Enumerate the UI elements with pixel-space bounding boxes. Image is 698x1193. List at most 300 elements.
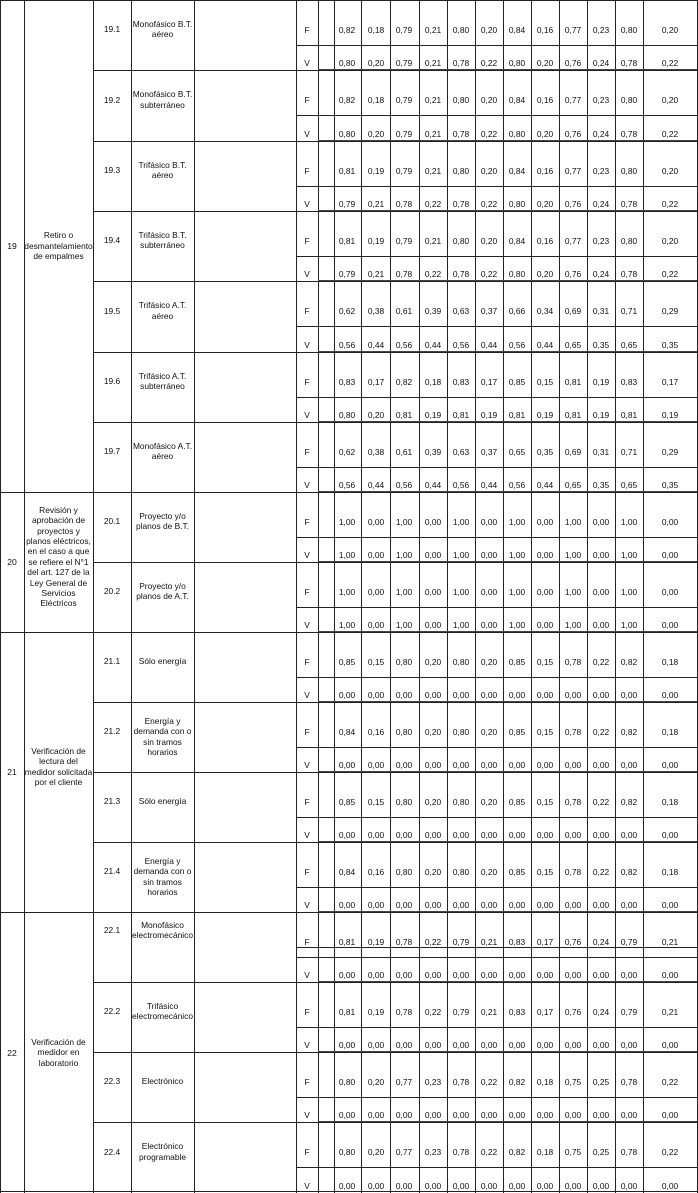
v-value: 0,24	[592, 58, 610, 69]
f-value: 0,80	[620, 165, 638, 176]
f-label: F	[304, 446, 310, 457]
grid-hline	[93, 702, 698, 703]
grid-hline	[93, 1122, 698, 1123]
grid-hline	[296, 1097, 698, 1098]
v-label: V	[304, 550, 310, 561]
v-value: 0,00	[536, 970, 554, 981]
v-value: 0,00	[424, 900, 442, 911]
grid-hline	[296, 467, 698, 468]
v-value: 1,00	[620, 620, 638, 631]
v-value: 0,80	[338, 58, 356, 69]
f-value: 0,82	[620, 796, 638, 807]
sub-code: 19.5	[103, 305, 121, 316]
f-value: 0,85	[508, 796, 526, 807]
f-value: 0,16	[367, 866, 385, 877]
f-value: 1,00	[395, 516, 413, 527]
grid-hline	[93, 211, 698, 212]
f-value: 0,61	[395, 306, 413, 317]
f-value: 0,38	[367, 446, 385, 457]
f-value: 0,85	[338, 656, 356, 667]
v-value: 0,00	[424, 620, 442, 631]
v-value: 1,00	[508, 620, 526, 631]
f-value: 0,24	[592, 1006, 610, 1017]
grid-hline	[296, 887, 698, 888]
f-value: 1,00	[338, 516, 356, 527]
f-value: 0,82	[620, 866, 638, 877]
v-value: 0,56	[452, 340, 470, 351]
v-value: 0,56	[508, 340, 526, 351]
f-label: F	[304, 1006, 310, 1017]
v-value: 0,00	[564, 830, 582, 841]
v-value: 0,00	[395, 1181, 413, 1192]
f-value: 0,77	[395, 1147, 413, 1158]
f-value: 0,20	[480, 95, 498, 106]
f-label: F	[304, 656, 310, 667]
v-label: V	[304, 480, 310, 491]
v-value: 0,00	[367, 690, 385, 701]
sub-description: Sólo energía	[138, 656, 187, 667]
v-value: 0,00	[620, 1181, 638, 1192]
f-value: 0,79	[395, 235, 413, 246]
f-value: 0,82	[508, 1147, 526, 1158]
v-value: 0,44	[536, 480, 554, 491]
v-value: 1,00	[564, 550, 582, 561]
f-value: 0,82	[620, 726, 638, 737]
v-value: 0,80	[338, 129, 356, 140]
f-value: 0,78	[620, 1076, 638, 1087]
f-value: 0,00	[536, 586, 554, 597]
v-value: 0,00	[395, 900, 413, 911]
f-value: 0,22	[592, 656, 610, 667]
f-label: F	[304, 24, 310, 35]
group-number: 21	[7, 767, 17, 777]
v-value: 0,00	[508, 1040, 526, 1051]
sub-description: Sólo energía	[138, 796, 187, 807]
v-value: 0,20	[536, 199, 554, 210]
sub-description: Electrónico programable	[138, 1141, 187, 1162]
f-value: 1,00	[338, 586, 356, 597]
sub-description: Proyecto y/o planos de B.T.	[135, 511, 190, 532]
f-value: 0,18	[536, 1076, 554, 1087]
v-value: 0,80	[508, 58, 526, 69]
v-value: 0,00	[480, 970, 498, 981]
v-value: 0,22	[424, 199, 442, 210]
f-value: 0,82	[338, 95, 356, 106]
grid-hline	[296, 326, 698, 327]
f-label: F	[304, 516, 310, 527]
grid-hline	[93, 772, 698, 773]
group-number: 20	[7, 557, 17, 567]
v-value: 0,78	[620, 129, 638, 140]
f-value: 0,83	[452, 376, 470, 387]
v-value: 1,00	[395, 620, 413, 631]
v-value: 0,00	[564, 1110, 582, 1121]
v-value: 0,00	[661, 620, 679, 631]
v-value: 0,00	[452, 1181, 470, 1192]
v-value: 0,56	[395, 340, 413, 351]
v-value: 0,00	[536, 830, 554, 841]
v-value: 0,00	[536, 760, 554, 771]
v-value: 0,00	[395, 690, 413, 701]
f-value: 0,20	[480, 235, 498, 246]
grid-hline	[0, 492, 698, 493]
v-value: 0,00	[661, 900, 679, 911]
f-value: 0,79	[620, 936, 638, 947]
f-value: 0,15	[536, 866, 554, 877]
f-value: 0,00	[661, 516, 679, 527]
v-value: 1,00	[452, 620, 470, 631]
f-value: 0,80	[452, 796, 470, 807]
v-value: 0,00	[480, 690, 498, 701]
v-value: 0,00	[508, 690, 526, 701]
v-value: 0,78	[452, 129, 470, 140]
v-value: 0,00	[338, 1110, 356, 1121]
sub-code: 22.4	[103, 1146, 121, 1157]
v-value: 0,65	[564, 480, 582, 491]
v-value: 0,00	[452, 970, 470, 981]
f-value: 0,80	[452, 656, 470, 667]
v-value: 0,79	[395, 129, 413, 140]
v-value: 0,22	[661, 58, 679, 69]
f-value: 0,15	[367, 656, 385, 667]
f-value: 0,80	[452, 165, 470, 176]
v-value: 0,81	[564, 410, 582, 421]
v-label: V	[304, 690, 310, 701]
f-value: 0,16	[536, 95, 554, 106]
f-value: 0,79	[452, 936, 470, 947]
v-value: 0,00	[564, 760, 582, 771]
v-value: 0,78	[620, 199, 638, 210]
f-value: 0,78	[564, 656, 582, 667]
v-value: 0,65	[620, 480, 638, 491]
v-value: 0,00	[367, 1181, 385, 1192]
f-value: 0,69	[564, 446, 582, 457]
f-value: 0,35	[536, 446, 554, 457]
f-value: 0,80	[620, 24, 638, 35]
grid-vline	[194, 0, 195, 1193]
f-value: 0,79	[395, 165, 413, 176]
v-value: 0,24	[592, 269, 610, 280]
grid-hline	[296, 186, 698, 187]
grid-hline	[296, 256, 698, 257]
v-value: 0,00	[395, 1040, 413, 1051]
sub-code: 19.3	[103, 165, 121, 176]
f-value: 0,65	[508, 446, 526, 457]
v-value: 0,00	[592, 550, 610, 561]
sub-description: Monofásico B.T. aéreo	[132, 19, 193, 40]
f-value: 0,21	[424, 235, 442, 246]
f-value: 0,00	[536, 516, 554, 527]
v-value: 0,00	[452, 830, 470, 841]
f-value: 0,21	[424, 165, 442, 176]
v-value: 0,00	[367, 900, 385, 911]
f-value: 0,69	[564, 306, 582, 317]
f-value: 0,80	[620, 235, 638, 246]
v-value: 0,00	[564, 1040, 582, 1051]
f-value: 0,84	[508, 165, 526, 176]
v-value: 0,00	[480, 900, 498, 911]
v-value: 1,00	[452, 550, 470, 561]
f-value: 0,71	[620, 446, 638, 457]
f-value: 0,79	[395, 24, 413, 35]
v-value: 0,00	[564, 900, 582, 911]
f-value: 0,83	[508, 936, 526, 947]
f-value: 0,79	[620, 1006, 638, 1017]
v-value: 0,00	[592, 1181, 610, 1192]
v-value: 0,19	[592, 410, 610, 421]
grid-hline	[0, 0, 698, 1]
f-label: F	[304, 796, 310, 807]
grid-hline	[296, 607, 698, 608]
f-value: 0,19	[367, 936, 385, 947]
v-label: V	[304, 199, 310, 210]
v-value: 0,00	[661, 690, 679, 701]
f-value: 0,18	[661, 866, 679, 877]
v-value: 0,65	[620, 340, 638, 351]
f-value: 0,61	[395, 446, 413, 457]
f-label: F	[304, 866, 310, 877]
v-value: 0,00	[367, 550, 385, 561]
sub-description: Trifásico A.T. aéreo	[138, 300, 187, 321]
v-value: 0,22	[480, 58, 498, 69]
f-label: F	[304, 95, 310, 106]
f-value: 0,00	[480, 586, 498, 597]
v-value: 0,19	[661, 410, 679, 421]
v-value: 0,00	[661, 1181, 679, 1192]
grid-hline	[93, 842, 698, 843]
f-value: 0,23	[592, 24, 610, 35]
v-value: 0,00	[661, 1110, 679, 1121]
v-value: 0,44	[480, 340, 498, 351]
f-value: 0,16	[536, 165, 554, 176]
grid-hline	[93, 982, 698, 983]
v-value: 0,00	[480, 760, 498, 771]
v-value: 0,00	[536, 550, 554, 561]
f-value: 0,18	[661, 726, 679, 737]
v-value: 1,00	[508, 550, 526, 561]
grid-hline	[296, 677, 698, 678]
sub-code: 19.1	[103, 24, 121, 35]
v-value: 0,00	[367, 970, 385, 981]
f-value: 0,78	[564, 726, 582, 737]
f-value: 0,20	[367, 1076, 385, 1087]
v-value: 0,00	[395, 1110, 413, 1121]
f-value: 0,00	[480, 516, 498, 527]
v-label: V	[304, 58, 310, 69]
v-value: 0,00	[508, 760, 526, 771]
sub-description: Monofásico B.T. subterráneo	[132, 89, 193, 110]
f-value: 0,20	[661, 165, 679, 176]
v-value: 0,00	[620, 760, 638, 771]
f-value: 0,76	[564, 936, 582, 947]
v-value: 0,00	[480, 830, 498, 841]
v-value: 0,00	[338, 690, 356, 701]
v-value: 0,20	[536, 269, 554, 280]
v-value: 0,76	[564, 199, 582, 210]
v-value: 0,56	[508, 480, 526, 491]
v-value: 0,78	[395, 199, 413, 210]
v-value: 0,00	[338, 900, 356, 911]
f-value: 0,20	[480, 24, 498, 35]
f-value: 0,29	[661, 446, 679, 457]
f-value: 1,00	[564, 586, 582, 597]
v-value: 0,00	[536, 1110, 554, 1121]
f-value: 0,20	[480, 726, 498, 737]
v-value: 0,76	[564, 269, 582, 280]
f-value: 0,29	[661, 306, 679, 317]
v-value: 0,00	[661, 550, 679, 561]
f-value: 0,80	[338, 1147, 356, 1158]
f-value: 0,22	[480, 1076, 498, 1087]
f-value: 0,23	[424, 1076, 442, 1087]
f-label: F	[304, 586, 310, 597]
f-value: 0,80	[395, 726, 413, 737]
f-value: 0,16	[536, 24, 554, 35]
f-value: 1,00	[452, 516, 470, 527]
v-value: 0,79	[338, 199, 356, 210]
f-value: 0,79	[395, 95, 413, 106]
f-value: 0,22	[480, 1147, 498, 1158]
f-value: 0,34	[536, 306, 554, 317]
grid-hline	[0, 912, 698, 913]
f-value: 0,16	[536, 235, 554, 246]
v-value: 0,00	[395, 970, 413, 981]
sub-code: 21.1	[103, 656, 121, 667]
f-value: 0,15	[536, 796, 554, 807]
v-value: 0,00	[424, 830, 442, 841]
v-value: 0,81	[620, 410, 638, 421]
v-value: 0,78	[452, 199, 470, 210]
f-value: 0,62	[338, 446, 356, 457]
v-value: 0,00	[395, 830, 413, 841]
v-value: 0,00	[338, 1181, 356, 1192]
grid-hline	[296, 45, 698, 46]
v-value: 0,00	[395, 760, 413, 771]
f-value: 0,37	[480, 306, 498, 317]
v-value: 0,44	[480, 480, 498, 491]
sub-code: 21.3	[103, 796, 121, 807]
f-value: 1,00	[620, 516, 638, 527]
f-value: 0,22	[661, 1147, 679, 1158]
grid-hline	[296, 115, 698, 116]
f-value: 0,77	[564, 235, 582, 246]
v-value: 0,00	[367, 620, 385, 631]
grid-hline	[296, 747, 698, 748]
sub-description: Electrónico	[141, 1076, 184, 1087]
grid-hline	[93, 1052, 698, 1053]
v-value: 0,56	[338, 480, 356, 491]
v-value: 0,00	[536, 690, 554, 701]
v-value: 0,80	[338, 410, 356, 421]
group-number: 22	[7, 1047, 17, 1058]
f-value: 0,77	[564, 165, 582, 176]
v-value: 0,76	[564, 129, 582, 140]
f-value: 0,77	[564, 24, 582, 35]
sub-description: Trifásico electromecánico	[132, 1001, 193, 1022]
f-label: F	[304, 235, 310, 246]
group-label: Revisión y aprobación de proyectos y planos eléctricos, en el caso a que se refiere el N°1 del art. 127 de la Ley General de Servicios Eléctricos	[26, 504, 91, 609]
f-value: 0,22	[424, 1006, 442, 1017]
f-value: 0,81	[338, 1006, 356, 1017]
f-value: 0,00	[424, 586, 442, 597]
f-value: 0,80	[452, 95, 470, 106]
v-value: 0,24	[592, 129, 610, 140]
grid-vline	[318, 0, 319, 1193]
v-label: V	[304, 129, 310, 140]
sub-code: 20.2	[103, 586, 121, 597]
v-label: V	[304, 1181, 310, 1192]
f-value: 0,66	[508, 306, 526, 317]
grid-vline	[0, 0, 1, 1193]
f-value: 0,23	[592, 235, 610, 246]
f-value: 0,75	[564, 1076, 582, 1087]
sub-description: Monofásico electromecánico	[132, 919, 193, 940]
v-value: 0,00	[338, 760, 356, 771]
f-value: 0,80	[395, 656, 413, 667]
v-value: 0,00	[367, 1110, 385, 1121]
f-value: 0,20	[424, 796, 442, 807]
f-value: 1,00	[508, 516, 526, 527]
f-value: 0,15	[367, 796, 385, 807]
f-value: 0,77	[395, 1076, 413, 1087]
v-value: 0,56	[338, 340, 356, 351]
v-value: 0,00	[536, 620, 554, 631]
v-value: 0,00	[424, 760, 442, 771]
sub-code: 22.2	[103, 1006, 121, 1017]
f-value: 0,22	[592, 726, 610, 737]
f-value: 0,82	[395, 376, 413, 387]
f-value: 0,85	[508, 656, 526, 667]
v-value: 0,00	[424, 1040, 442, 1051]
v-value: 0,19	[480, 410, 498, 421]
f-value: 0,84	[508, 24, 526, 35]
v-value: 0,22	[661, 269, 679, 280]
f-value: 0,78	[452, 1076, 470, 1087]
v-value: 0,00	[564, 690, 582, 701]
v-value: 1,00	[564, 620, 582, 631]
f-value: 0,81	[564, 376, 582, 387]
v-value: 0,20	[367, 410, 385, 421]
f-value: 0,84	[338, 726, 356, 737]
f-value: 0,77	[564, 95, 582, 106]
v-value: 0,00	[661, 1040, 679, 1051]
f-value: 0,00	[661, 586, 679, 597]
f-value: 0,63	[452, 306, 470, 317]
v-value: 0,00	[452, 900, 470, 911]
f-value: 0,18	[367, 24, 385, 35]
v-value: 0,76	[564, 58, 582, 69]
v-value: 0,00	[480, 620, 498, 631]
f-value: 0,76	[564, 1006, 582, 1017]
v-value: 0,78	[395, 269, 413, 280]
f-value: 0,20	[480, 165, 498, 176]
f-value: 0,20	[480, 656, 498, 667]
sub-code: 19.6	[103, 376, 121, 387]
grid-hline	[296, 947, 698, 948]
f-value: 0,78	[564, 796, 582, 807]
f-value: 0,20	[367, 1147, 385, 1158]
f-value: 1,00	[508, 586, 526, 597]
f-value: 0,18	[367, 95, 385, 106]
f-value: 0,23	[424, 1147, 442, 1158]
sub-code: 19.7	[103, 446, 121, 457]
f-value: 1,00	[395, 586, 413, 597]
f-value: 0,20	[424, 656, 442, 667]
f-value: 0,00	[592, 586, 610, 597]
v-value: 0,00	[367, 830, 385, 841]
f-value: 0,37	[480, 446, 498, 457]
f-value: 0,85	[508, 866, 526, 877]
